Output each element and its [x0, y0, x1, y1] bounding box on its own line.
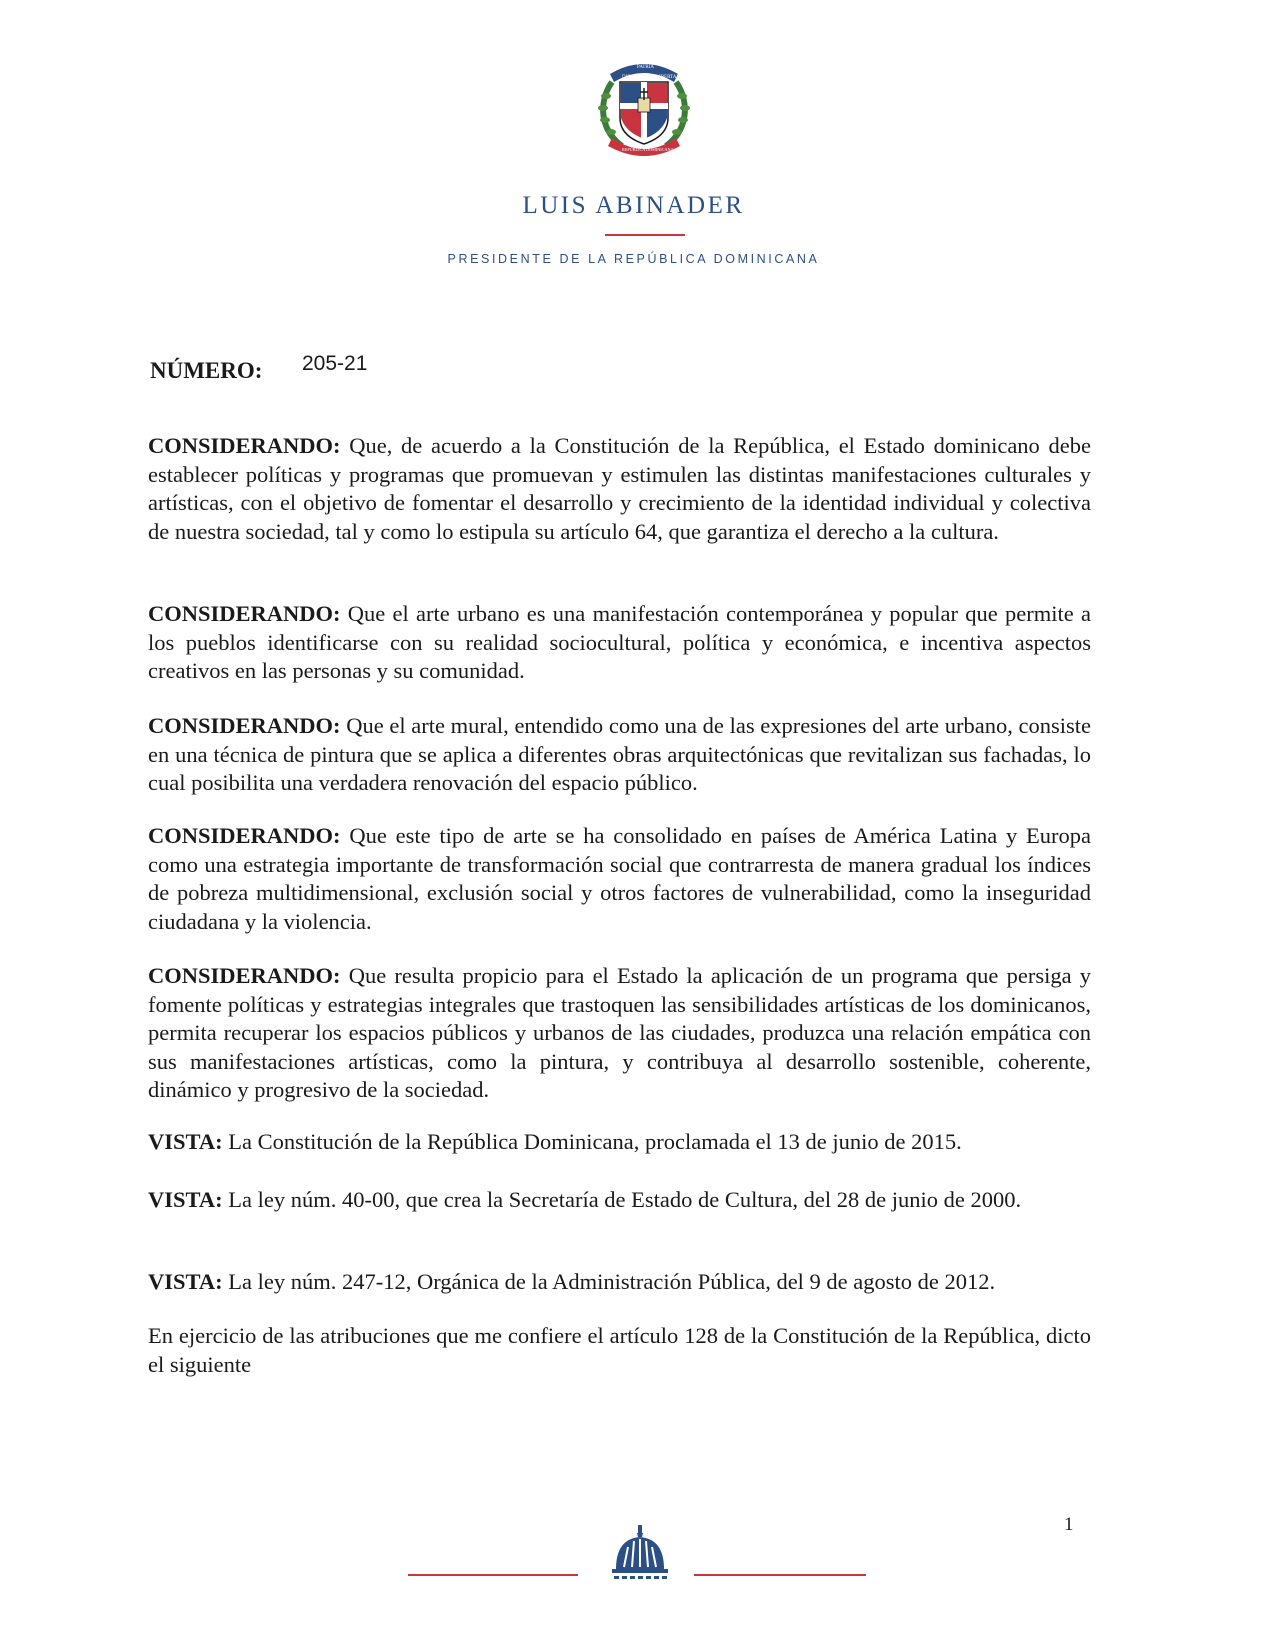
svg-text:LIBERTAD: LIBERTAD	[656, 75, 681, 80]
considerando-paragraph	[148, 600, 1091, 686]
svg-text:PATRIA: PATRIA	[637, 65, 655, 70]
decree-number-value: 205-21	[302, 352, 368, 375]
paragraph-label: VISTA:	[148, 1129, 223, 1154]
footer-rule-left	[408, 1574, 578, 1576]
president-name: LUIS ABINADER	[522, 192, 745, 219]
paragraph-text: Que este tipo de arte se ha consolidado en países de América Latina y Europa como una estrategia importante de transformación social que contrarresta de manera gradual los índices de pobreza multidimensional, exclusión social y otros factores de vulnerabilidad, como la inseguridad ciudadana y la violencia.	[148, 823, 1091, 934]
paragraph-label: CONSIDERANDO:	[148, 823, 341, 848]
closing-paragraph	[148, 1322, 1091, 1379]
paragraph-text: Que, de acuerdo a la Constitución de la República, el Estado dominicano debe establecer políticas y programas que promuevan y estimulen las distintas manifestaciones culturales y artísticas, con el objetivo de fomentar el desarrollo y crecimiento de la identidad individual y colectiva de nuestra sociedad, tal y como lo estipula su artículo 64, que garantiza el derecho a la cultura.	[148, 433, 1091, 544]
vista-paragraph	[148, 1186, 1091, 1215]
paragraph-text: Que resulta propicio para el Estado la aplicación de un programa que persiga y fomente políticas y estrategias integrales que trastoquen las sensibilidades artísticas de los dominicanos, permita recuperar los espacios públicos y urbanos de las ciudades, produzca una relación empática con sus manifestaciones artísticas, como la pintura, y contribuya al desarrollo sostenible, coherente, dinámico y progresivo de la sociedad.	[148, 963, 1091, 1102]
paragraph-label: CONSIDERANDO:	[148, 433, 341, 458]
coat-of-arms-seal	[592, 52, 696, 160]
paragraph-text: La ley núm. 40-00, que crea la Secretaría de Estado de Cultura, del 28 de junio de 2000.	[222, 1187, 1022, 1212]
paragraph-text: En ejercicio de las atribuciones que me confiere el artículo 128 de la Constitución de la República, dicto el siguiente	[148, 1323, 1091, 1377]
paragraph-text: Que el arte urbano es una manifestación contemporánea y popular que permite a los pueblos identificarse con su realidad sociocultural, política y económica, e incentiva aspectos creativos en las personas y su comunidad.	[148, 601, 1091, 683]
paragraph-text: Que el arte mural, entendido como una de las expresiones del arte urbano, consiste en una técnica de pintura que se aplica a diferentes obras arquitectónicas que revitalizan sus fachadas, lo cual posibilita una verdadera renovación del espacio público.	[148, 713, 1091, 795]
paragraph-label: CONSIDERANDO:	[148, 713, 341, 738]
decree-number-label: NÚMERO:	[150, 358, 263, 383]
letterhead	[0, 0, 1267, 280]
considerando-paragraph	[148, 962, 1091, 1105]
paragraph-label: CONSIDERANDO:	[148, 601, 341, 626]
paragraph-text: La Constitución de la República Dominicana, proclamada el 13 de junio de 2015.	[222, 1129, 962, 1154]
paragraph-label: VISTA:	[148, 1187, 223, 1212]
vista-paragraph	[148, 1128, 1091, 1157]
president-title: PRESIDENTE DE LA REPÚBLICA DOMINICANA	[447, 252, 820, 266]
vista-paragraph	[148, 1268, 1091, 1297]
paragraph-label: VISTA:	[148, 1269, 223, 1294]
page-number: 1	[1064, 1514, 1074, 1535]
palace-dome-icon	[608, 1523, 672, 1583]
decree-number	[150, 352, 368, 384]
considerando-paragraph	[148, 822, 1091, 936]
paragraph-label: CONSIDERANDO:	[148, 963, 341, 988]
considerando-paragraph	[148, 712, 1091, 798]
paragraph-text: La ley núm. 247-12, Orgánica de la Administración Pública, del 9 de agosto de 2012.	[222, 1269, 996, 1294]
considerando-paragraph	[148, 432, 1091, 546]
svg-text:DIOS: DIOS	[622, 75, 634, 80]
svg-text:REPÚBLICA DOMINICANA: REPÚBLICA DOMINICANA	[622, 147, 674, 152]
footer-rule-right	[694, 1574, 866, 1576]
name-divider	[605, 234, 685, 236]
